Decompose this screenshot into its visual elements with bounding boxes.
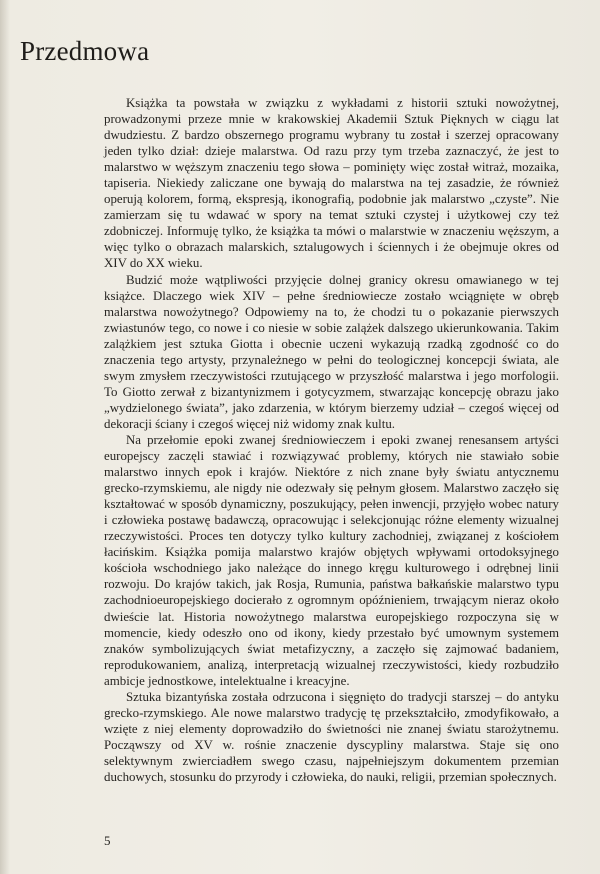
body-text — [104, 95, 559, 785]
page-number: 5 — [104, 833, 111, 848]
paragraph-1: Książka ta powstała w związku z wykładami z historii sztuki nowożytnej, prowadzonymi przeze mnie w krakowskiej Akademii Sztuk Pięknych w ciągu lat dwudziestu. Z bardzo obszernego programu wybrany tu został i szerzej opracowany jeden tylko dział: dzieje malarstwa. Od razu przy tym trzeba zaznaczyć, że jest to malarstwo w węższym znaczeniu tego słowa – pominięty więc został witraż, mozaika, tapiseria. Niekiedy zaliczane one bywają do malarstwa na tej zasadzie, że również operują kolorem, formą, ekspresją, ikonografią, podobnie jak malarstwo „czyste”. Nie zamierzam się tu wdawać w spory na temat sztuki czystej i użytkowej czy też zdobniczej. Informuję tylko, że książka ta mówi o malarstwie w znaczeniu węższym, a więc tylko o obrazach malarskich, sztalugowych i ściennych i że obejmuje okres od XIV do XX wieku. — [104, 96, 559, 271]
page-title: Przedmowa — [20, 36, 150, 66]
paragraph-3: Na przełomie epoki zwanej średniowieczem i epoki zwanej renesansem artyści europejscy zaczęli stawiać i rozwiązywać problemy, których nie stawiało sobie malarstwo innych epok i krajów. Niektóre z nich znane były światu antycznemu grecko-rzymskiemu, ale nigdy nie odezwały się pełnym głosem. Malarstwo zaczęło się kształtować w sposób dynamiczny, poszukujący, pełen inwencji, przyjęło wobec natury i człowieka postawę badawczą, opracowując i selekcjonując różne elementy wizualnej rzeczywistości. Proces ten dotyczy tylko kultury zachodniej, związanej z kościołem łacińskim. Książka pomija malarstwo krajów objętych wpływami ortodoksyjnego kościoła wschodniego jako należące do innego kręgu kulturowego i odrębnej linii rozwoju. Do krajów takich, jak Rosja, Rumunia, państwa bałkańskie malarstwo typu zachodnioeuropejskiego docierało z ogromnym opóźnieniem, trwającym nieraz około dwieście lat. Historia nowożytnego malarstwa europejskiego rozpoczyna się w momencie, kiedy odeszło ono od ikony, kiedy przestało być umownym systemem znaków symbolizujących świat metafizyczny, a zaczęło się zajmować badaniem, reprodukowaniem, analizą, interpretacją wizualnej rzeczywistości, kiedy rozbudziło ambicje jednostkowe, intelektualne i kreacyjne. — [104, 432, 559, 688]
paragraph-2: Budzić może wątpliwości przyjęcie dolnej granicy okresu omawianego w tej książce. Dlaczego wiek XIV – pełne średniowiecze zostało wciągnięte w obręb malarstwa nowożytnego? Odpowiemy na to, że chodzi tu o pokazanie pierwszych zwiastunów tego, co nowe i co niesie w sobie zalążek dalszego ukierunkowania. Takim zalążkiem jest sztuka Giotta i obecnie uczeni wykazują rzadką zgodność co do znaczenia tego artysty, przynależnego w pełni do teologicznej koncepcji świata, ale swym zmysłem rzeczywistości rzutującego w przyszłość malarstwa i jego morfologii. To Giotto zerwał z bizantynizmem i gotycyzmem, stwarzając koncepcję obrazu jako „wydzielonego świata”, jako zdarzenia, w którym bierzemy udział – czegoś więcej od dekoracji ściany i czegoś więcej niż widomy znak kultu. — [104, 272, 559, 431]
paragraph-4: Sztuka bizantyńska została odrzucona i sięgnięto do tradycji starszej – do antyku grecko-rzymskiego. Ale nowe malarstwo tradycję tę przekształciło, zmodyfikowało, a wzięte z niej elementy doprowadziło do świetności nie znanej światu starożytnemu. Począwszy od XV w. rośnie znaczenie dyscypliny malarstwa. Staje się ono selektywnym zwierciadłem swego czasu, najpełniejszym dokumentem przemian duchowych, stosunku do przyrody i człowieka, do nauki, religii, przemian społecznych. — [104, 689, 559, 784]
